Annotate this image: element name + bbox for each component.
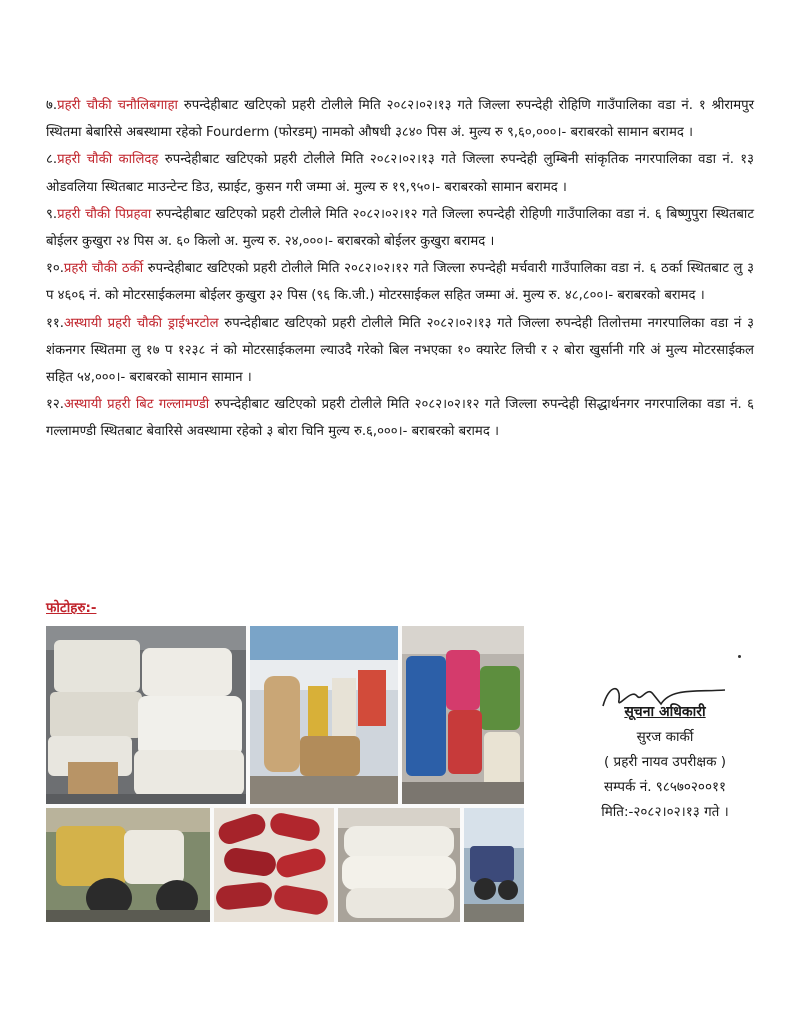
entry-11: ११.अस्थायी प्रहरी चौकी ड्राईभरटोल रुपन्देहीबाट खटिएको प्रहरी टोलीले मिति २०८२।०२।१३ गते जिल्ला रुपन्देही तिलोत्तमा नगरपालिका वडा नं ३ शंकनगर स्थितमा लु १७ प १२३८ नं को मोटरसाईकलमा ल्याउदै गरेको बिल नभएका १० क्यारेट लिची र २ बोरा खुर्सानी गरि अं मुल्य मोटरसाईकल सहित ५४,०००।- बराबरको सामान सामान ।: [46, 315, 755, 386]
entry-7: ७.प्रहरी चौकी चनौलिबगाहा रुपन्देहीबाट खटिएको प्रहरी टोलीले मिति २०८२।०२।१३ गते जिल्ला रुपन्देही रोहिणि गाउँपालिका वडा नं. १ श्रीरामपुर स्थितमा बेबारिसे अबस्थामा रहेको Fourderm (फोरडम्) नामको औषधी ३८४० पिस अं. मुल्य रु ९,६०,०००।- बराबरको सामान बरामद ।: [46, 98, 754, 141]
entry-8: ८.प्रहरी चौकी कालिदह रुपन्देहीबाट खटिएको प्रहरी टोलीले मिति २०८२।०२।१३ गते जिल्ला रुपन्देही लुम्बिनी सांकृतिक नगरपालिका वडा नं. १३ ओडवलिया स्थितबाट माउन्टेन्ट डिउ, स्प्राईट, कुसन गरी जम्मा अं. मुल्य रु १९,९५०।- बराबरको सामान बरामद ।: [46, 152, 755, 195]
entry-9: ९.प्रहरी चौकी पिप्रहवा रुपन्देहीबाट खटिएको प्रहरी टोलीले मिति २०८२।०२।१२ गते जिल्ला रुपन्देही रोहिणी गाउँपालिका वडा नं. ६ बिष्णुपुरा स्थितबाट बोईलर कुखुरा २४ पिस अ. ६० किलो अ. मुल्य रु. २४,०००।- बराबरको बोईलर कुखुरा बरामद ।: [46, 206, 754, 250]
photo-red-sandals: [214, 808, 334, 922]
photos-heading: फोटोहरु:-: [46, 600, 97, 616]
entry-text: रुपन्देहीबाट खटिएको प्रहरी टोलीले मिति २०८२।०२।१२ गते जिल्ला रुपन्देही रोहिणी गाउँपालिका वडा नं. ६ बिष्णुपुरा स्थितबाट बोईलर कुखुरा २४ पिस अ. ६० किलो अ. मुल्य रु. २४,०००।- बराबरको बोईलर कुखुरा बरामद ।: [46, 206, 754, 250]
speck-mark: [738, 655, 741, 658]
photo-colorful-sacks: [402, 626, 524, 804]
entry-text: रुपन्देहीबाट खटिएको प्रहरी टोलीले मिति २०८२।०२।१३ गते जिल्ला रुपन्देही रोहिणि गाउँपालिका वडा नं. १ श्रीरामपुर स्थितमा बेबारिसे अबस्थामा रहेको Fourderm (फोरडम्) नामको औषधी ३८४० पिस अं. मुल्य रु ९,६०,०००।- बराबरको सामान बरामद ।: [46, 98, 754, 141]
officer-name: सुरज कार्की: [636, 729, 694, 745]
photo-motorcycle-outdoor: [464, 808, 524, 922]
document-date: मिति:-२०८२।०२।१३ गते ।: [601, 804, 729, 820]
post-name: प्रहरी चौकी कालिदह: [57, 152, 159, 168]
photo-bottles-bags: [250, 626, 398, 804]
photo-medicine-boxes: [46, 626, 246, 804]
entry-text: रुपन्देहीबाट खटिएको प्रहरी टोलीले मिति २०८२।०२।१२ गते जिल्ला रुपन्देही सिद्धार्थनगर नगरपालिका वडा नं. ६ गल्लामण्डी स्थितबाट बेवारिसे अवस्थामा रहेको ३ बोरा चिनि मुल्य रु.६,०००।- बराबरको बरामद ।: [46, 397, 754, 440]
officer-rank: ( प्रहरी नायव उपरीक्षक ): [603, 754, 727, 770]
contact-number: सम्पर्क नं. ९८५७०२००११: [603, 779, 727, 795]
signature-block: [560, 678, 770, 825]
photo-motorcycle-goods: [46, 808, 210, 922]
post-name: अस्थायी प्रहरी चौकी ड्राईभरटोल: [63, 315, 219, 331]
photo-collage: [46, 626, 524, 922]
post-name: प्रहरी चौकी पिप्रहवा: [57, 206, 152, 222]
entry-12: १२.अस्थायी प्रहरी बिट गल्लामण्डी रुपन्देहीबाट खटिएको प्रहरी टोलीले मिति २०८२।०२।१२ गते जिल्ला रुपन्देही सिद्धार्थनगर नगरपालिका वडा नं. ६ गल्लामण्डी स्थितबाट बेवारिसे अवस्थामा रहेको ३ बोरा चिनि मुल्य रु.६,०००।- बराबरको बरामद ।: [46, 397, 754, 440]
post-name: प्रहरी चौकी चनौलिबगाहा: [57, 98, 178, 113]
photo-sugar-sacks: [338, 808, 460, 922]
information-officer-title: सूचना अधिकारी: [624, 704, 706, 720]
entry-10: १०.प्रहरी चौकी ठर्की रुपन्देहीबाट खटिएको प्रहरी टोलीले मिति २०८२।०२।१२ गते जिल्ला रुपन्देही मर्चवारी गाउँपालिका वडा नं. ६ ठर्का स्थितबाट लु ३ प ४६०६ नं. को मोटरसाईकलमा बोईलर कुखुरा ३२ पिस (९६ कि.जी.) मोटरसाईकल सहित जम्मा अं. मुल्य रु. ४८,८००।- बराबरको बरामद ।: [46, 261, 754, 304]
post-name: अस्थायी प्रहरी बिट गल्लामण्डी: [63, 397, 210, 413]
entry-text: रुपन्देहीबाट खटिएको प्रहरी टोलीले मिति २०८२।०२।१२ गते जिल्ला रुपन्देही मर्चवारी गाउँपालिका वडा नं. ६ ठर्का स्थितबाट लु ३ प ४६०६ नं. को मोटरसाईकलमा बोईलर कुखुरा ३२ पिस (९६ कि.जी.) मोटरसाईकल सहित जम्मा अं. मुल्य रु. ४८,८००।- बराबरको बरामद ।: [46, 261, 754, 304]
entry-text: रुपन्देहीबाट खटिएको प्रहरी टोलीले मिति २०८२।०२।१३ गते जिल्ला रुपन्देही तिलोत्तमा नगरपालिका वडा नं ३ शंकनगर स्थितमा लु १७ प १२३८ नं को मोटरसाईकलमा ल्याउदै गरेको बिल नभएका १० क्यारेट लिची र २ बोरा खुर्सानी गरि अं मुल्य मोटरसाईकल सहित ५४,०००।- बराबरको सामान सामान ।: [46, 315, 755, 386]
seizure-entries: [46, 92, 754, 446]
post-name: प्रहरी चौकी ठर्की: [63, 261, 144, 277]
entry-text: रुपन्देहीबाट खटिएको प्रहरी टोलीले मिति २०८२।०२।१३ गते जिल्ला रुपन्देही लुम्बिनी सांकृतिक नगरपालिका वडा नं. १३ ओडवलिया स्थितबाट माउन्टेन्ट डिउ, स्प्राईट, कुसन गरी जम्मा अं. मुल्य रु १९,९५०।- बराबरको सामान बरामद ।: [46, 152, 755, 195]
